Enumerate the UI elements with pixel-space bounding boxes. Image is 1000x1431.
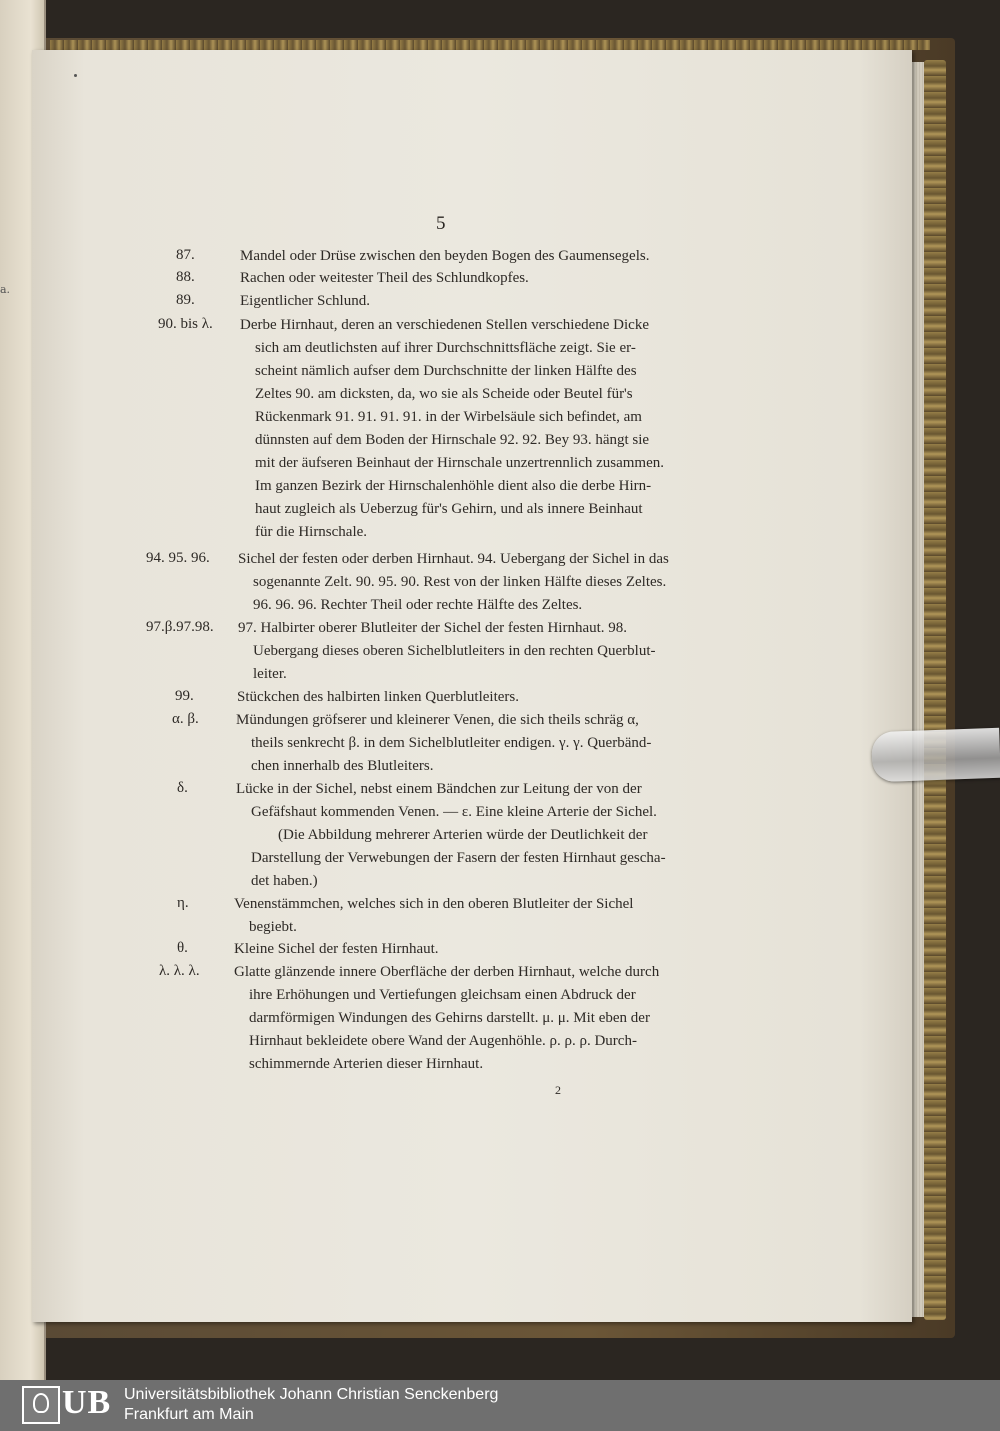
entry-line: für die Hirnschale. [255,524,368,540]
page-number: 5 [436,213,446,234]
entry-line: 96. 96. 96. Rechter Theil oder rechte Hälfte des Zeltes. [253,597,583,613]
entry-number: 97.β.97.98. [146,619,214,635]
entry-text [234,938,439,961]
entry-text [240,314,664,544]
entry-number: α. β. [172,711,199,727]
facing-page-mark: a. [0,283,11,296]
entry-text [238,617,656,686]
entry-line: Im ganzen Bezirk der Hirnschalenhöhle dient also die derbe Hirn- [255,478,652,494]
entry-line: chen innerhalb des Blutleiters. [251,758,434,774]
portrait-logo-icon [22,1386,60,1424]
entry-line: scheint nämlich aufser dem Durchschnitte der linken Hälfte des [255,363,637,379]
entry-number: θ. [177,940,188,956]
entry-line: theils senkrecht β. in dem Sichelblutleiter endigen. γ. γ. Querbänd- [251,735,652,751]
entry-line: (Die Abbildung mehrerer Arterien würde der Deutlichkeit der [278,827,648,843]
entry-text [240,290,370,313]
entry-line: Darstellung der Verwebungen der Fasern der festen Hirnhaut gescha- [251,850,666,866]
entry-text [240,267,529,290]
entry-line: Uebergang dieses oberen Sichelblutleiters in den rechten Querblut- [253,643,656,659]
entry-line: det haben.) [251,873,318,889]
entry-number: 89. [176,292,195,308]
entry-line: sogenannte Zelt. 90. 95. 90. Rest von der linken Hälfte dieses Zeltes. [253,574,667,590]
entry-line: Lücke in der Sichel, nebst einem Bändchen zur Leitung der von der [236,781,642,797]
library-name: Universitätsbibliothek Johann Christian Senckenberg [124,1386,499,1403]
entry-line: Mündungen gröfserer und kleinerer Venen, die sich theils schräg α, [236,712,639,728]
entry-line: Rückenmark 91. 91. 91. 91. in der Wirbelsäule sich befindet, am [255,409,642,425]
entry-line: 97. Halbirter oberer Blutleiter der Sichel der festen Hirnhaut. 98. [238,620,628,636]
entry-line: Zeltes 90. am dicksten, da, wo sie als Scheide oder Beutel für's [255,386,633,402]
entry-text [237,686,519,709]
entry-line: Glatte glänzende innere Oberfläche der derben Hirnhaut, welche durch [234,964,660,980]
entry-text [240,245,649,268]
entry-number: 87. [176,247,195,263]
entry-line: darmförmigen Windungen des Gehirns darstellt. μ. μ. Mit eben der [249,1010,650,1026]
portrait-head-icon [33,1393,49,1413]
entry-text [238,548,669,617]
entry-line: Gefäfshaut kommenden Venen. — ε. Eine kleine Arterie der Sichel. [251,804,657,820]
entry-line: Venenstämmchen, welches sich in den oberen Blutleiter der Sichel [234,896,634,912]
entry-number: 88. [176,269,195,285]
entry-number: δ. [177,780,188,796]
entry-text [234,893,633,939]
entry-text [236,778,666,893]
entry-number: 90. bis λ. [158,316,213,332]
entry-line: Hirnhaut bekleidete obere Wand der Augenhöhle. ρ. ρ. ρ. Durch- [249,1033,637,1049]
entry-line: leiter. [253,666,287,682]
entry-line: Kleine Sichel der festen Hirnhaut. [234,941,439,957]
entry-number: λ. λ. λ. [159,963,200,979]
library-footer [0,1380,1000,1431]
signature-mark: 2 [555,1083,561,1097]
entry-line: sich am deutlichsten auf ihrer Durchschnittsfläche zeigt. Sie er- [255,340,636,356]
entry-text [234,961,659,1076]
ub-logo: UB [62,1384,112,1421]
page-clip [871,728,1000,782]
entry-line: dünnsten auf dem Boden der Hirnschale 92. 92. Bey 93. hängt sie [255,432,650,448]
entry-line: haut zugleich als Ueberzug für's Gehirn, und als innere Beinhaut [255,501,643,517]
entry-line: Mandel oder Drüse zwischen den beyden Bogen des Gaumensegels. [240,248,650,264]
entry-number: η. [177,895,189,911]
entry-number: 99. [175,688,194,704]
entry-line: Eigentlicher Schlund. [240,293,370,309]
entry-number: 94. 95. 96. [146,550,210,566]
entry-line: mit der äufseren Beinhaut der Hirnschale unzertrennlich zusammen. [255,455,665,471]
entry-line: begiebt. [249,919,297,935]
entry-line: Rachen oder weitester Theil des Schlundkopfes. [240,270,529,286]
entry-text [236,709,651,778]
entry-line: ihre Erhöhungen und Vertiefungen gleichsam einen Abdruck der [249,987,636,1003]
entry-line: schimmernde Arterien dieser Hirnhaut. [249,1056,484,1072]
entry-line: Derbe Hirnhaut, deren an verschiedenen Stellen verschiedene Dicke [240,317,649,333]
entry-line: Stückchen des halbirten linken Querblutleiters. [237,689,520,705]
entry-line: Sichel der festen oder derben Hirnhaut. 94. Uebergang der Sichel in das [238,551,669,567]
library-city: Frankfurt am Main [124,1406,254,1423]
